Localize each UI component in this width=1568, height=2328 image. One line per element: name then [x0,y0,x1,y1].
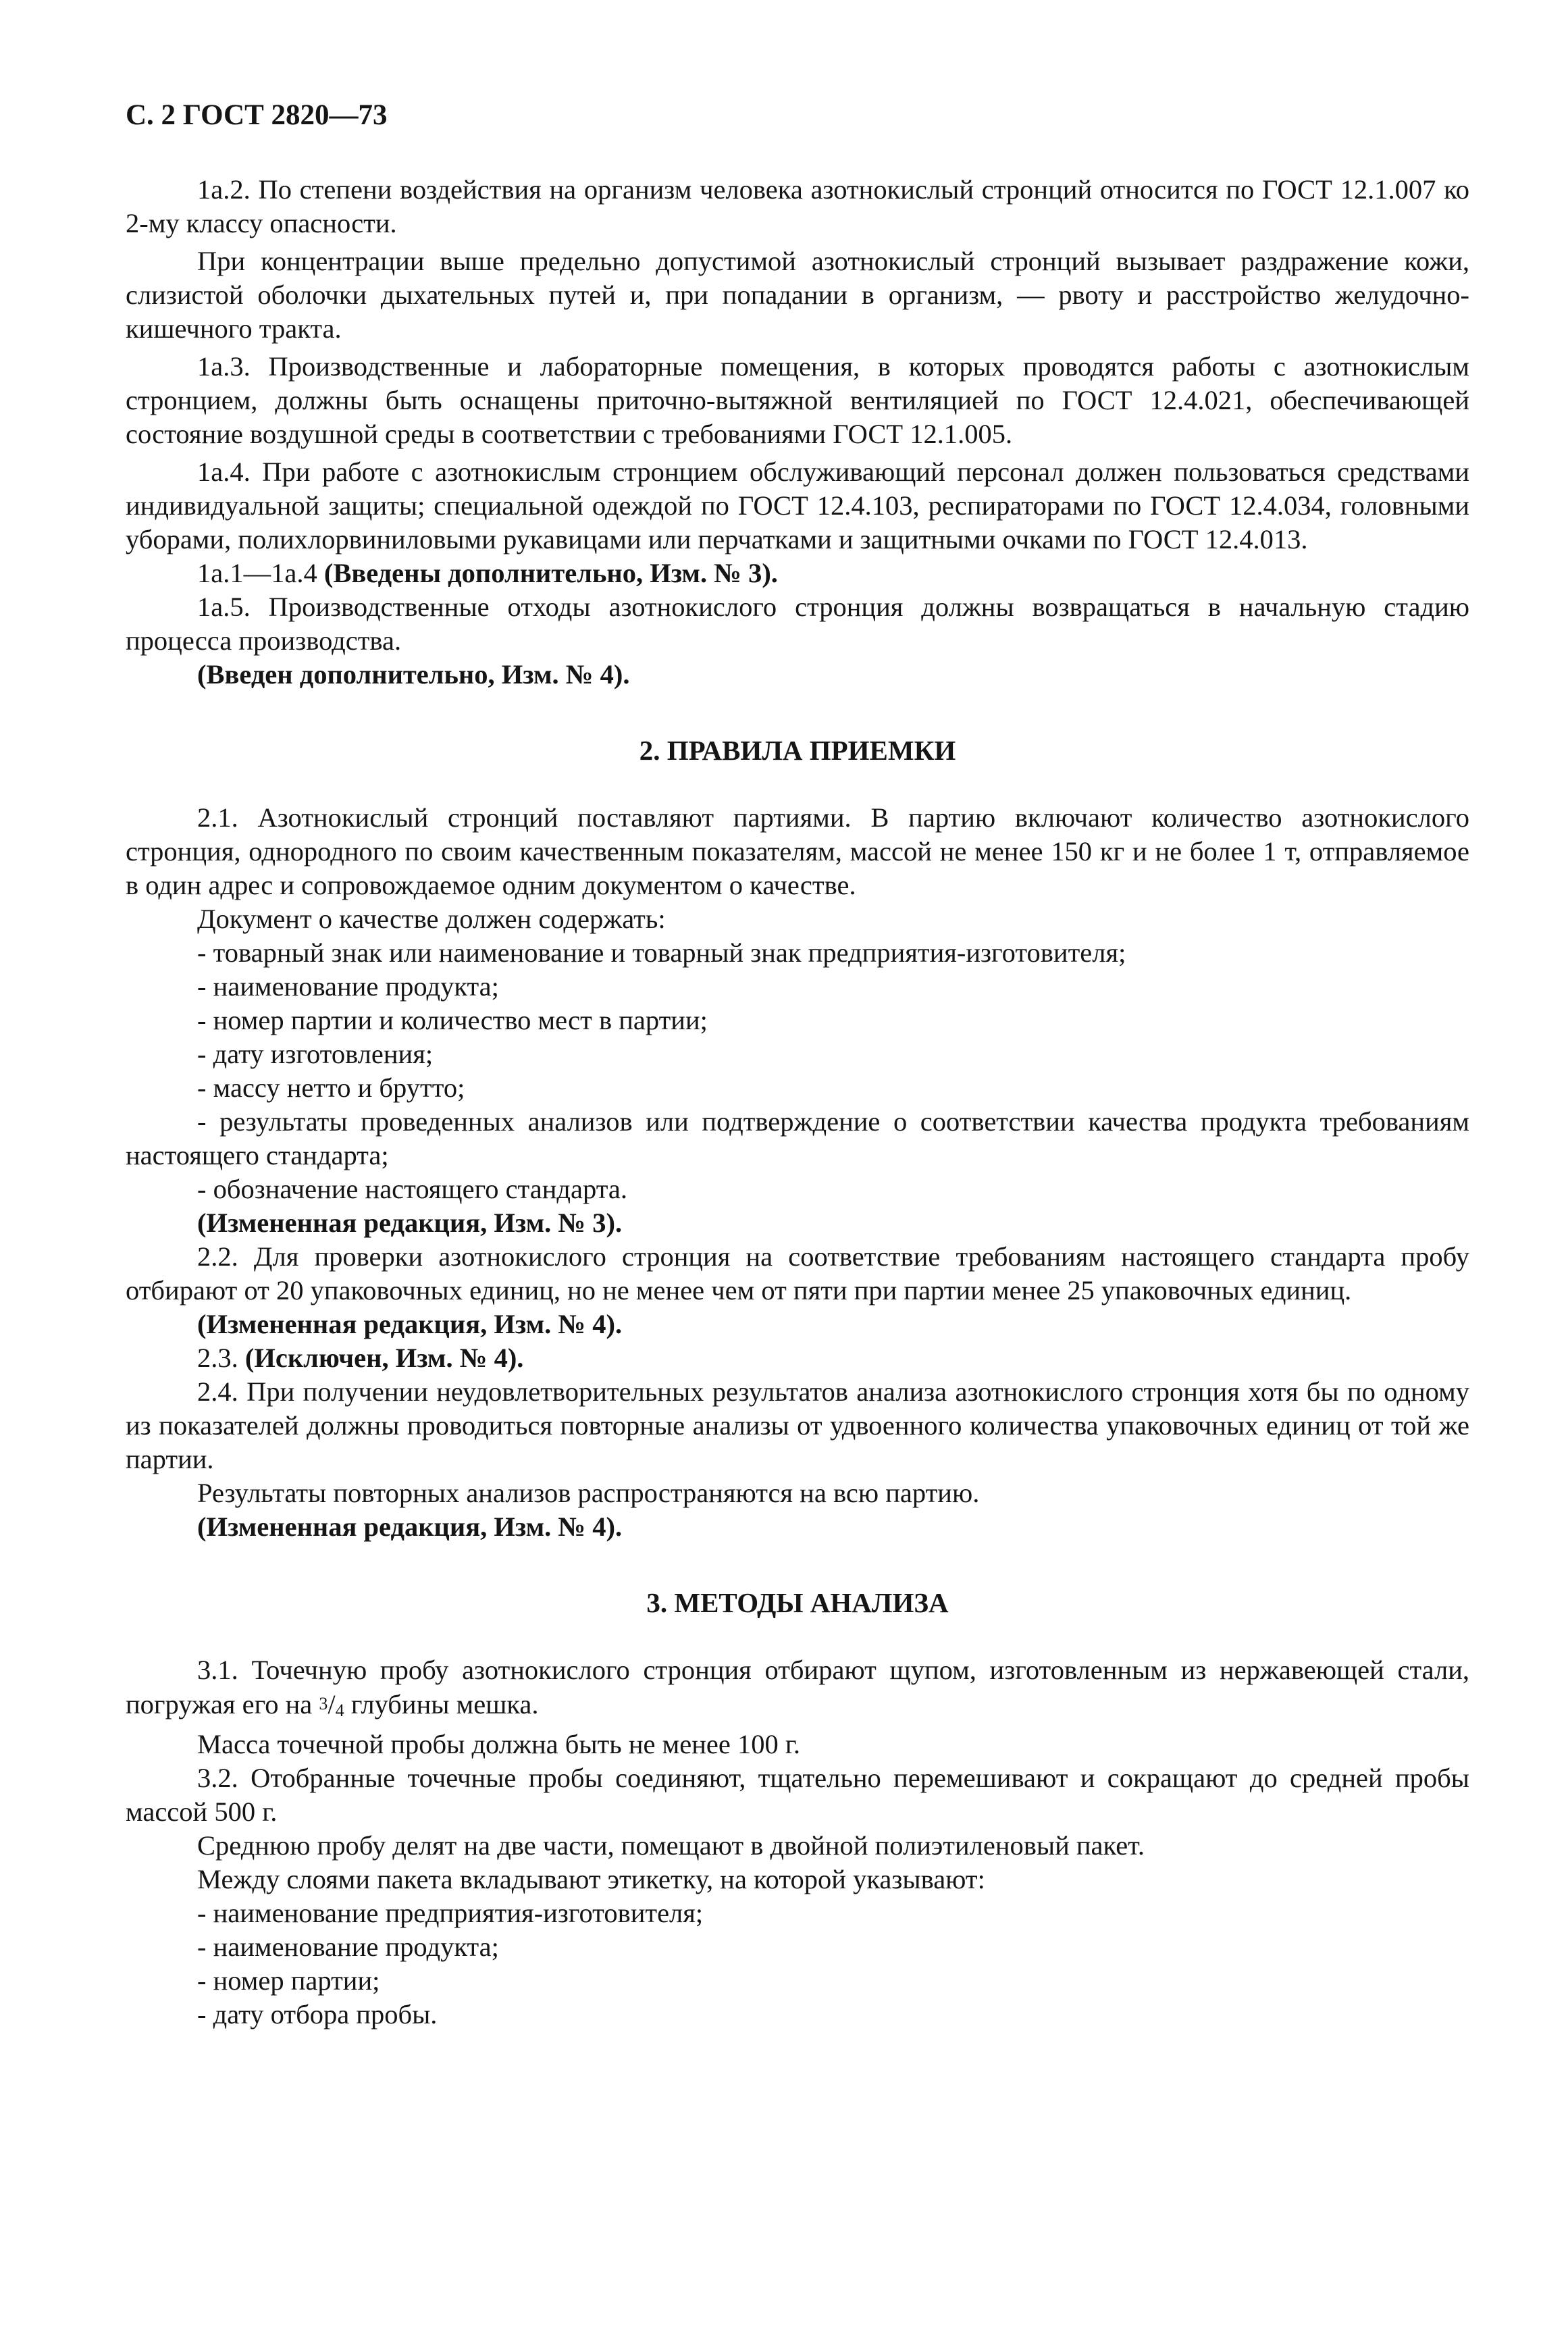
paragraph-1a5: 1а.5. Производственные отходы азотнокислого стронция должны возвращаться в начальную стадию процесса производства. [126,592,1469,656]
amendment-note: (Измененная редакция, Изм. № 4). [197,1511,623,1542]
paragraph-2-4: 2.4. При получении неудовлетворительных результатов анализа азотнокислого стронция хотя бы по одному из показателей должны проводиться повторные анализы от удвоенного количества упаковочных единиц от той же партии. [126,1376,1469,1474]
paragraph-repeat-results: Результаты повторных анализов распространяются на всю партию. [197,1478,980,1508]
list-item: - товарный знак или наименование и товарный знак предприятия-изготовителя; [197,937,1126,968]
amendment-range: 1а.1—1а.4 [197,558,324,588]
fraction-numerator: 3 [319,1694,328,1713]
paragraph-3-2: 3.2. Отобранные точечные пробы соединяют, тщательно перемешивают и сокращают до средней пробы массой 500 г. [126,1763,1469,1827]
paragraph-label-contents: Между слоями пакета вкладывают этикетку, на которой указывают: [197,1864,985,1894]
paragraph-document-contents: Документ о качестве должен содержать: [197,904,666,934]
amendment-note: (Измененная редакция, Изм. № 3). [197,1208,623,1238]
list-item: - наименование продукта; [197,1932,499,1962]
paragraph-1a3: 1а.3. Производственные и лабораторные помещения, в которых проводятся работы с азотнокислым стронцием, должны быть оснащены приточно-вытяжной вентиляцией по ГОСТ 12.4.021, обеспечивающей состояние воздушной среды в соответствии с требованиями ГОСТ 12.1.005. [126,351,1469,449]
list-item: - номер партии и количество мест в партии; [197,1005,708,1035]
amendment-note: (Введен дополнительно, Изм. № 4). [197,659,630,690]
list-document-contents [126,936,1469,1206]
paragraph-3-1: 3.1. Точечную пробу азотнокислого стронция отбирают щупом, изготовленным из нержавеющей стали, погружая его на 3/4 глубины мешка. [126,1655,1469,1720]
list-item: - номер партии; [197,1965,380,1996]
list-item: - результаты проведенных анализов или подтверждение о соответствии качества продукта требованиям настоящего стандарта; [126,1106,1469,1170]
paragraph-1a1-1a4 [126,557,1469,590]
paragraph-sample-mass: Масса точечной пробы должна быть не менее 100 г. [197,1729,801,1759]
paragraph-2-3: 2.3. (Исключен, Изм. № 4). [197,1343,524,1373]
amendment-note: (Исключен, Изм. № 4). [244,1343,524,1373]
paragraph-2-2: 2.2. Для проверки азотнокислого стронция на соответствие требованиям настоящего стандарта пробу отбирают от 20 упаковочных единиц, но не менее чем от пяти при партии менее 25 упаковочных единиц. [126,1241,1469,1305]
list-item: - массу нетто и брутто; [197,1072,465,1103]
section-title-methods: 3. МЕТОДЫ АНАЛИЗА [646,1587,949,1618]
paragraph-1a2: 1а.2. По степени воздействия на организм человека азотнокислый стронций относится по ГОСТ 12.1.007 ко 2-му классу опасности. [126,174,1469,238]
section-title-acceptance: 2. ПРАВИЛА ПРИЕМКИ [639,735,956,766]
page-header: С. 2 ГОСТ 2820—73 [126,99,388,131]
list-item: - дату отбора пробы. [197,1999,438,2029]
list-item: - наименование продукта; [197,971,499,1002]
fraction-denominator: 4 [335,1701,344,1720]
amendment-note: (Введены дополнительно, Изм. № 3). [323,558,778,588]
list-label-contents [126,1896,1469,2032]
paragraph-1a4: 1а.4. При работе с азотнокислым стронцием обслуживающий персонал должен пользоваться средствами индивидуальной защиты; специальной одеждой по ГОСТ 12.4.103, респираторами по ГОСТ 12.4.034, головными уборами, полихлорвиниловыми рукавицами или перчатками и защитными очками по ГОСТ 12.4.013. [126,457,1469,554]
paragraph-concentration: При концентрации выше предельно допустимой азотнокислый стронций вызывает раздражение кожи, слизистой оболочки дыхательных путей и, при попадании в организм, — рвоту и расстройство желудочно-кишечного тракта. [126,246,1469,344]
list-item: - наименование предприятия-изготовителя; [197,1898,704,1928]
list-item: - дату изготовления; [197,1039,434,1069]
document-page [126,99,1469,2032]
list-item: - обозначение настоящего стандарта. [197,1174,627,1204]
amendment-note: (Измененная редакция, Изм. № 4). [197,1309,623,1339]
paragraph-split-sample: Среднюю пробу делят на две части, помещают в двойной полиэтиленовый пакет. [197,1830,1145,1861]
paragraph-2-1: 2.1. Азотнокислый стронций поставляют партиями. В партию включают количество азотнокислого стронция, однородного по своим качественным показателям, массой не менее 150 кг и не более 1 т, отправляемое в один адрес и сопровождаемое одним документом о качестве. [126,802,1469,900]
